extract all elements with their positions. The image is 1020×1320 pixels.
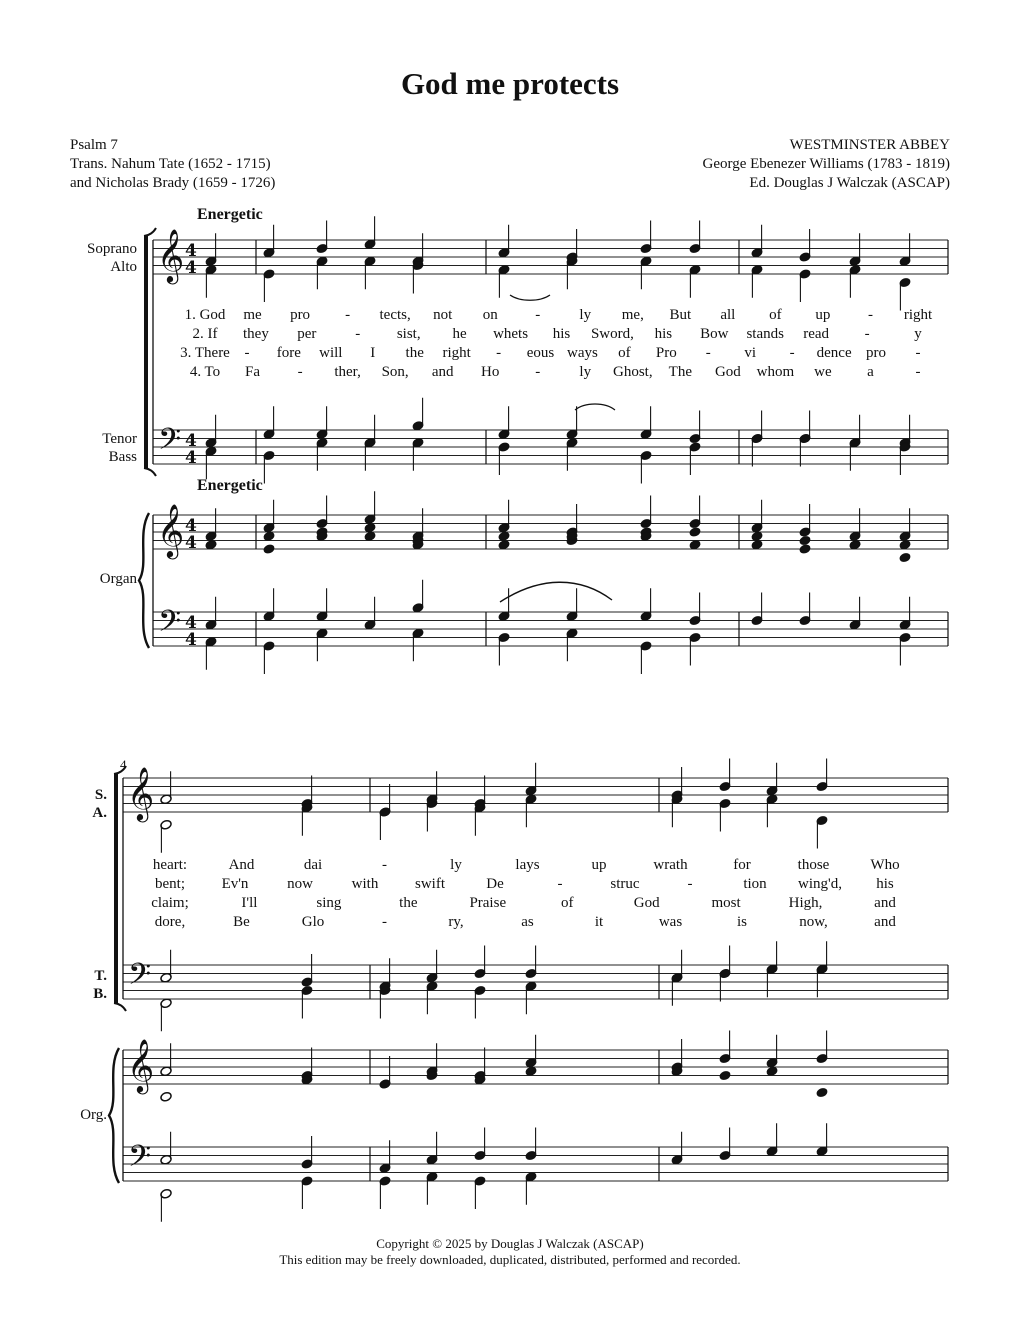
lyric-syllable: of: [769, 307, 782, 323]
tempo-marking-organ: Energetic: [197, 477, 263, 494]
lyric-syllable: -: [867, 307, 873, 323]
lyric-syllable: stands: [746, 326, 784, 342]
part-label-organ: Organ: [99, 571, 137, 587]
lyric-syllable: now,: [799, 914, 828, 930]
lyric-syllable: Praise: [469, 895, 507, 911]
part-label-org: Org.: [80, 1107, 107, 1123]
treble-clef-icon: 𝄞: [157, 503, 185, 557]
lyric-syllable: with: [351, 876, 379, 892]
lyrics-system-1: [180, 307, 933, 380]
lyric-syllable: 3. There: [180, 345, 230, 361]
lyric-syllable: -: [915, 364, 921, 380]
lyric-syllable: he: [452, 326, 467, 342]
lyric-syllable: and: [874, 914, 896, 930]
lyric-syllable: sist,: [396, 326, 421, 342]
lyric-syllable: Be: [233, 914, 250, 930]
lyric-syllable: fore: [276, 345, 301, 361]
choir-bracket: [114, 774, 118, 1003]
lyric-syllable: of: [618, 345, 631, 361]
lyric-syllable: bent;: [155, 876, 185, 892]
organ-brace: [109, 1048, 119, 1183]
tempo-marking-voices: Energetic: [197, 206, 263, 223]
lyric-syllable: tects,: [379, 307, 411, 323]
lyric-syllable: -: [705, 345, 711, 361]
lyric-syllable: pro: [866, 345, 887, 361]
lyric-syllable: and: [874, 895, 896, 911]
part-label-soprano-alto: Soprano Alto: [87, 241, 137, 275]
translator-credit-2: and Nicholas Brady (1659 - 1726): [70, 175, 276, 191]
lyric-syllable: I: [370, 345, 376, 361]
lyric-syllable: Ev'n: [221, 876, 249, 892]
lyric-syllable: pro: [290, 307, 311, 323]
bass-clef-icon: 𝄢: [158, 423, 182, 464]
lyric-syllable: not: [433, 307, 453, 323]
lyric-syllable: his: [654, 326, 673, 342]
lyric-syllable: ways: [567, 345, 598, 361]
lyric-syllable: -: [535, 364, 541, 380]
lyric-syllable: the: [399, 895, 418, 911]
lyric-syllable: -: [864, 326, 870, 342]
lyric-syllable: all: [720, 307, 736, 323]
lyric-syllable: of: [560, 895, 574, 911]
lyric-syllable: -: [789, 345, 795, 361]
lyric-syllable: The: [668, 364, 692, 380]
bass-clef-icon: 𝄢: [128, 958, 152, 999]
system-2: [109, 759, 948, 1222]
organ-brace: [139, 513, 149, 648]
lyric-syllable: tion: [743, 876, 767, 892]
note-head: [719, 1070, 731, 1081]
lyric-syllable: dence: [816, 345, 852, 361]
copyright-line: Copyright © 2025 by Douglas J Walczak (ASCAP): [376, 1236, 644, 1251]
note-head: [799, 544, 811, 555]
lyric-syllable: -: [687, 876, 693, 892]
lyric-syllable: -: [535, 307, 541, 323]
lyric-syllable: Ho: [481, 364, 500, 380]
lyric-syllable: as: [521, 914, 534, 930]
lyric-syllable: -: [915, 345, 921, 361]
lyric-syllable: wing'd,: [798, 876, 842, 892]
lyric-syllable: whets: [493, 326, 529, 342]
lyric-syllable: ther,: [334, 364, 361, 380]
lyric-syllable: -: [382, 857, 387, 873]
lyric-syllable: now: [287, 876, 313, 892]
composer-credit: George Ebenezer Williams (1783 - 1819): [702, 156, 950, 172]
lyric-syllable: ry,: [448, 914, 464, 930]
time-signature-denominator: 4: [185, 630, 197, 650]
lyric-syllable: 1. God: [184, 307, 226, 323]
part-label-s-a: S. A.: [92, 787, 107, 821]
slur: [510, 295, 550, 300]
lyric-syllable: -: [557, 876, 563, 892]
lyric-syllable: -: [244, 345, 250, 361]
lyric-syllable: the: [405, 345, 424, 361]
time-signature-numerator: 4: [185, 431, 197, 451]
time-signature-denominator: 4: [185, 533, 197, 553]
treble-clef-icon: 𝄞: [157, 228, 185, 282]
lyric-syllable: his: [876, 876, 894, 892]
lyric-syllable: will: [319, 345, 343, 361]
part-label-t-b: T. B.: [93, 968, 107, 1002]
lyric-syllable: claim;: [151, 895, 189, 911]
lyric-syllable: Glo: [301, 914, 325, 930]
lyric-syllable: -: [345, 307, 351, 323]
lyric-syllable: 4. To: [189, 364, 221, 380]
page-title: God me protects: [400, 66, 620, 101]
license-line: This edition may be freely downloaded, duplicated, distributed, performed and recorded.: [279, 1252, 741, 1267]
lyric-syllable: me,: [621, 307, 644, 323]
lyric-syllable: right: [442, 345, 471, 361]
editor-credit: Ed. Douglas J Walczak (ASCAP): [749, 175, 950, 191]
note-head: [899, 552, 911, 563]
note-head: [799, 535, 811, 546]
note-head: [160, 1091, 172, 1102]
lyric-syllable: dai: [303, 857, 323, 873]
lyric-syllable: they: [243, 326, 269, 342]
lyric-syllable: and: [431, 364, 454, 380]
lyric-syllable: those: [797, 857, 830, 873]
time-signature-denominator: 4: [185, 258, 197, 278]
bracket-hook: [114, 1003, 126, 1011]
lyric-syllable: me: [243, 307, 262, 323]
lyric-syllable: swift: [415, 876, 445, 892]
lyric-syllable: God: [633, 895, 660, 911]
tune-name: WESTMINSTER ABBEY: [789, 137, 950, 153]
lyric-syllable: 2. If: [192, 326, 218, 342]
time-signature-numerator: 4: [185, 241, 197, 261]
lyric-syllable: Pro: [655, 345, 677, 361]
lyric-syllable: for: [733, 857, 751, 873]
lyric-syllable: read: [803, 326, 830, 342]
lyric-syllable: is: [736, 914, 748, 930]
slur: [500, 582, 612, 602]
lyric-syllable: De: [486, 876, 504, 892]
lyric-syllable: High,: [788, 895, 823, 911]
time-signature-numerator: 4: [185, 516, 197, 536]
lyric-syllable: on: [482, 307, 498, 323]
lyric-syllable: eous: [526, 345, 555, 361]
psalm-reference: Psalm 7: [70, 137, 118, 153]
note-head: [689, 527, 701, 538]
bass-clef-icon: 𝄢: [128, 1140, 152, 1181]
measure-number: 4: [120, 757, 127, 772]
lyric-syllable: Sword,: [590, 326, 634, 342]
lyric-syllable: vi: [744, 345, 757, 361]
note-head: [816, 1087, 828, 1098]
lyric-syllable: heart:: [152, 857, 188, 873]
lyric-syllable: -: [355, 326, 361, 342]
bass-clef-icon: 𝄢: [158, 605, 182, 646]
lyric-syllable: y: [914, 326, 922, 342]
lyric-syllable: wrath: [653, 857, 688, 873]
lyric-syllable: ly: [579, 364, 592, 380]
lyric-syllable: Ghost,: [613, 364, 653, 380]
lyric-syllable: whom: [756, 364, 795, 380]
lyric-syllable: Fa: [245, 364, 261, 380]
lyric-syllable: -: [297, 364, 303, 380]
choir-bracket: [144, 236, 148, 468]
bracket-hook: [114, 766, 126, 774]
bracket-hook: [144, 228, 156, 236]
note-head: [263, 544, 275, 555]
lyric-syllable: it: [594, 914, 604, 930]
lyric-syllable: God: [714, 364, 741, 380]
lyric-syllable: dore,: [154, 914, 186, 930]
lyric-syllable: Who: [870, 857, 900, 873]
lyric-syllable: a: [867, 364, 874, 380]
lyric-syllable: we: [814, 364, 832, 380]
lyric-syllable: up: [815, 307, 831, 323]
treble-clef-icon: 𝄞: [127, 1038, 155, 1092]
lyric-syllable: -: [382, 914, 387, 930]
lyric-syllable: But: [669, 307, 692, 323]
copyright-notice: [0, 1236, 1020, 1268]
lyric-syllable: Son,: [381, 364, 409, 380]
time-signature-denominator: 4: [185, 448, 197, 468]
lyric-syllable: per: [297, 326, 317, 342]
part-label-tenor-bass: Tenor Bass: [102, 431, 137, 465]
lyric-syllable: sing: [316, 895, 342, 911]
lyric-syllable: And: [228, 857, 255, 873]
lyric-syllable: was: [658, 914, 683, 930]
treble-clef-icon: 𝄞: [127, 766, 155, 820]
time-signature-numerator: 4: [185, 613, 197, 633]
lyrics-system-2: [151, 857, 899, 930]
slur: [575, 404, 615, 410]
lyric-syllable: Bow: [700, 326, 729, 342]
lyric-syllable: right: [903, 307, 933, 323]
lyric-syllable: his: [552, 326, 571, 342]
lyric-syllable: up: [591, 857, 607, 873]
lyric-syllable: lays: [515, 857, 540, 873]
lyric-syllable: struc: [610, 876, 640, 892]
lyric-syllable: -: [496, 345, 502, 361]
system-1: [139, 216, 948, 674]
bracket-hook: [144, 468, 156, 476]
lyric-syllable: ly: [450, 857, 462, 873]
lyric-syllable: I'll: [241, 895, 258, 911]
translator-credit: Trans. Nahum Tate (1652 - 1715): [70, 156, 271, 172]
lyric-syllable: most: [711, 895, 741, 911]
lyric-syllable: ly: [579, 307, 592, 323]
